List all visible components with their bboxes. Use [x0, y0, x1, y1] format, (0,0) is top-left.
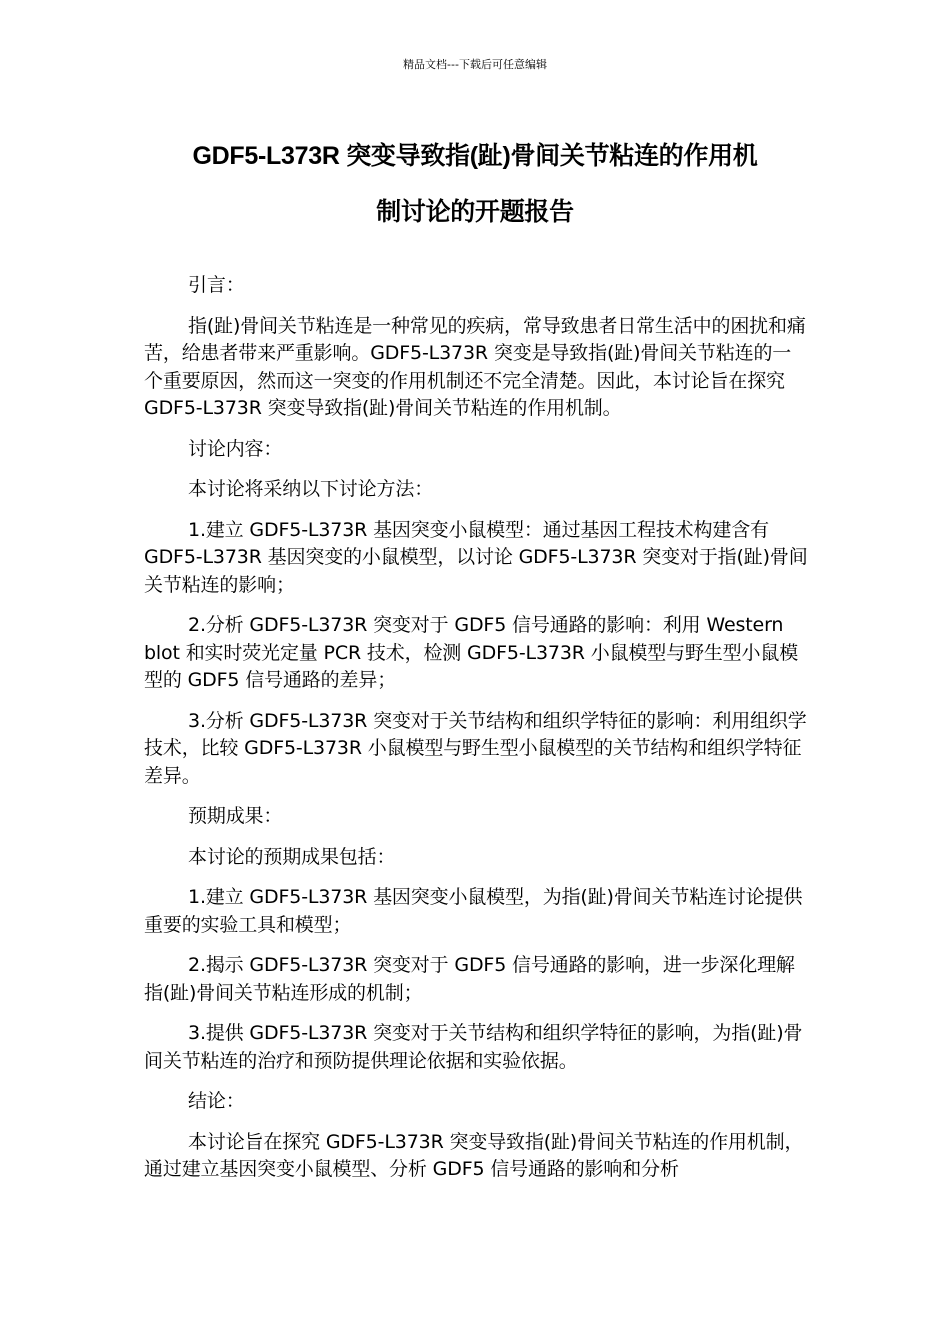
paragraph-conclusion: 本讨论旨在探究 GDF5-L373R 突变导致指(趾)骨间关节粘连的作用机制，通过建立基因突变小鼠模型、分析 GDF5 信号通路的影响和分析 [144, 1130, 804, 1180]
paragraph-outcome-1: 1.建立 GDF5-L373R 基因突变小鼠模型，为指(趾)骨间关节粘连讨论提供重要的实验工具和模型； [144, 886, 803, 936]
document-body [144, 272, 808, 1197]
document-title-line-2: 制讨论的开题报告 [376, 198, 574, 226]
page-header: 精品文档---下载后可任意编辑 [403, 58, 547, 71]
paragraph-intro: 指(趾)骨间关节粘连是一种常见的疾病，常导致患者日常生活中的困扰和痛苦，给患者带来严重影响。GDF5-L373R 突变是导致指(趾)骨间关节粘连的一个重要原因，然而这一突变的作用机制还不完全清楚。因此，本讨论旨在探究 GDF5-L373R 突变导致指(趾)骨间关节粘连的作用机制。 [144, 314, 806, 419]
paragraph-method-1: 1.建立 GDF5-L373R 基因突变小鼠模型：通过基因工程技术构建含有 GDF5-L373R 基因突变的小鼠模型，以讨论 GDF5-L373R 突变对于指(趾)骨间关节粘连的影响； [144, 518, 808, 596]
section-heading-outcomes: 预期成果： [188, 805, 283, 827]
section-heading-intro: 引言： [188, 274, 245, 296]
paragraph-methods-intro: 本讨论将采纳以下讨论方法： [188, 478, 434, 500]
paragraph-method-3: 3.分析 GDF5-L373R 突变对于关节结构和组织学特征的影响：利用组织学技术，比较 GDF5-L373R 小鼠模型与野生型小鼠模型的关节结构和组织学特征差异。 [144, 709, 807, 787]
paragraph-outcome-2: 2.揭示 GDF5-L373R 突变对于 GDF5 信号通路的影响，进一步深化理解指(趾)骨间关节粘连形成的机制； [144, 954, 795, 1004]
section-heading-content: 讨论内容： [188, 437, 283, 460]
paragraph-method-2: 2.分析 GDF5-L373R 突变对于 GDF5 信号通路的影响：利用 Western blot 和实时荧光定量 PCR 技术，检测 GDF5-L373R 小鼠模型与野生型小鼠模型的 GDF5 信号通路的差异； [144, 614, 799, 691]
paragraph-outcome-3: 3.提供 GDF5-L373R 突变对于关节结构和组织学特征的影响，为指(趾)骨间关节粘连的治疗和预防提供理论依据和实验依据。 [144, 1022, 803, 1072]
paragraph-outcomes-intro: 本讨论的预期成果包括： [188, 845, 396, 868]
document-title-line-1: GDF5-L373R 突变导致指(趾)骨间关节粘连的作用机 [192, 142, 758, 170]
section-heading-conclusion: 结论： [188, 1090, 245, 1112]
